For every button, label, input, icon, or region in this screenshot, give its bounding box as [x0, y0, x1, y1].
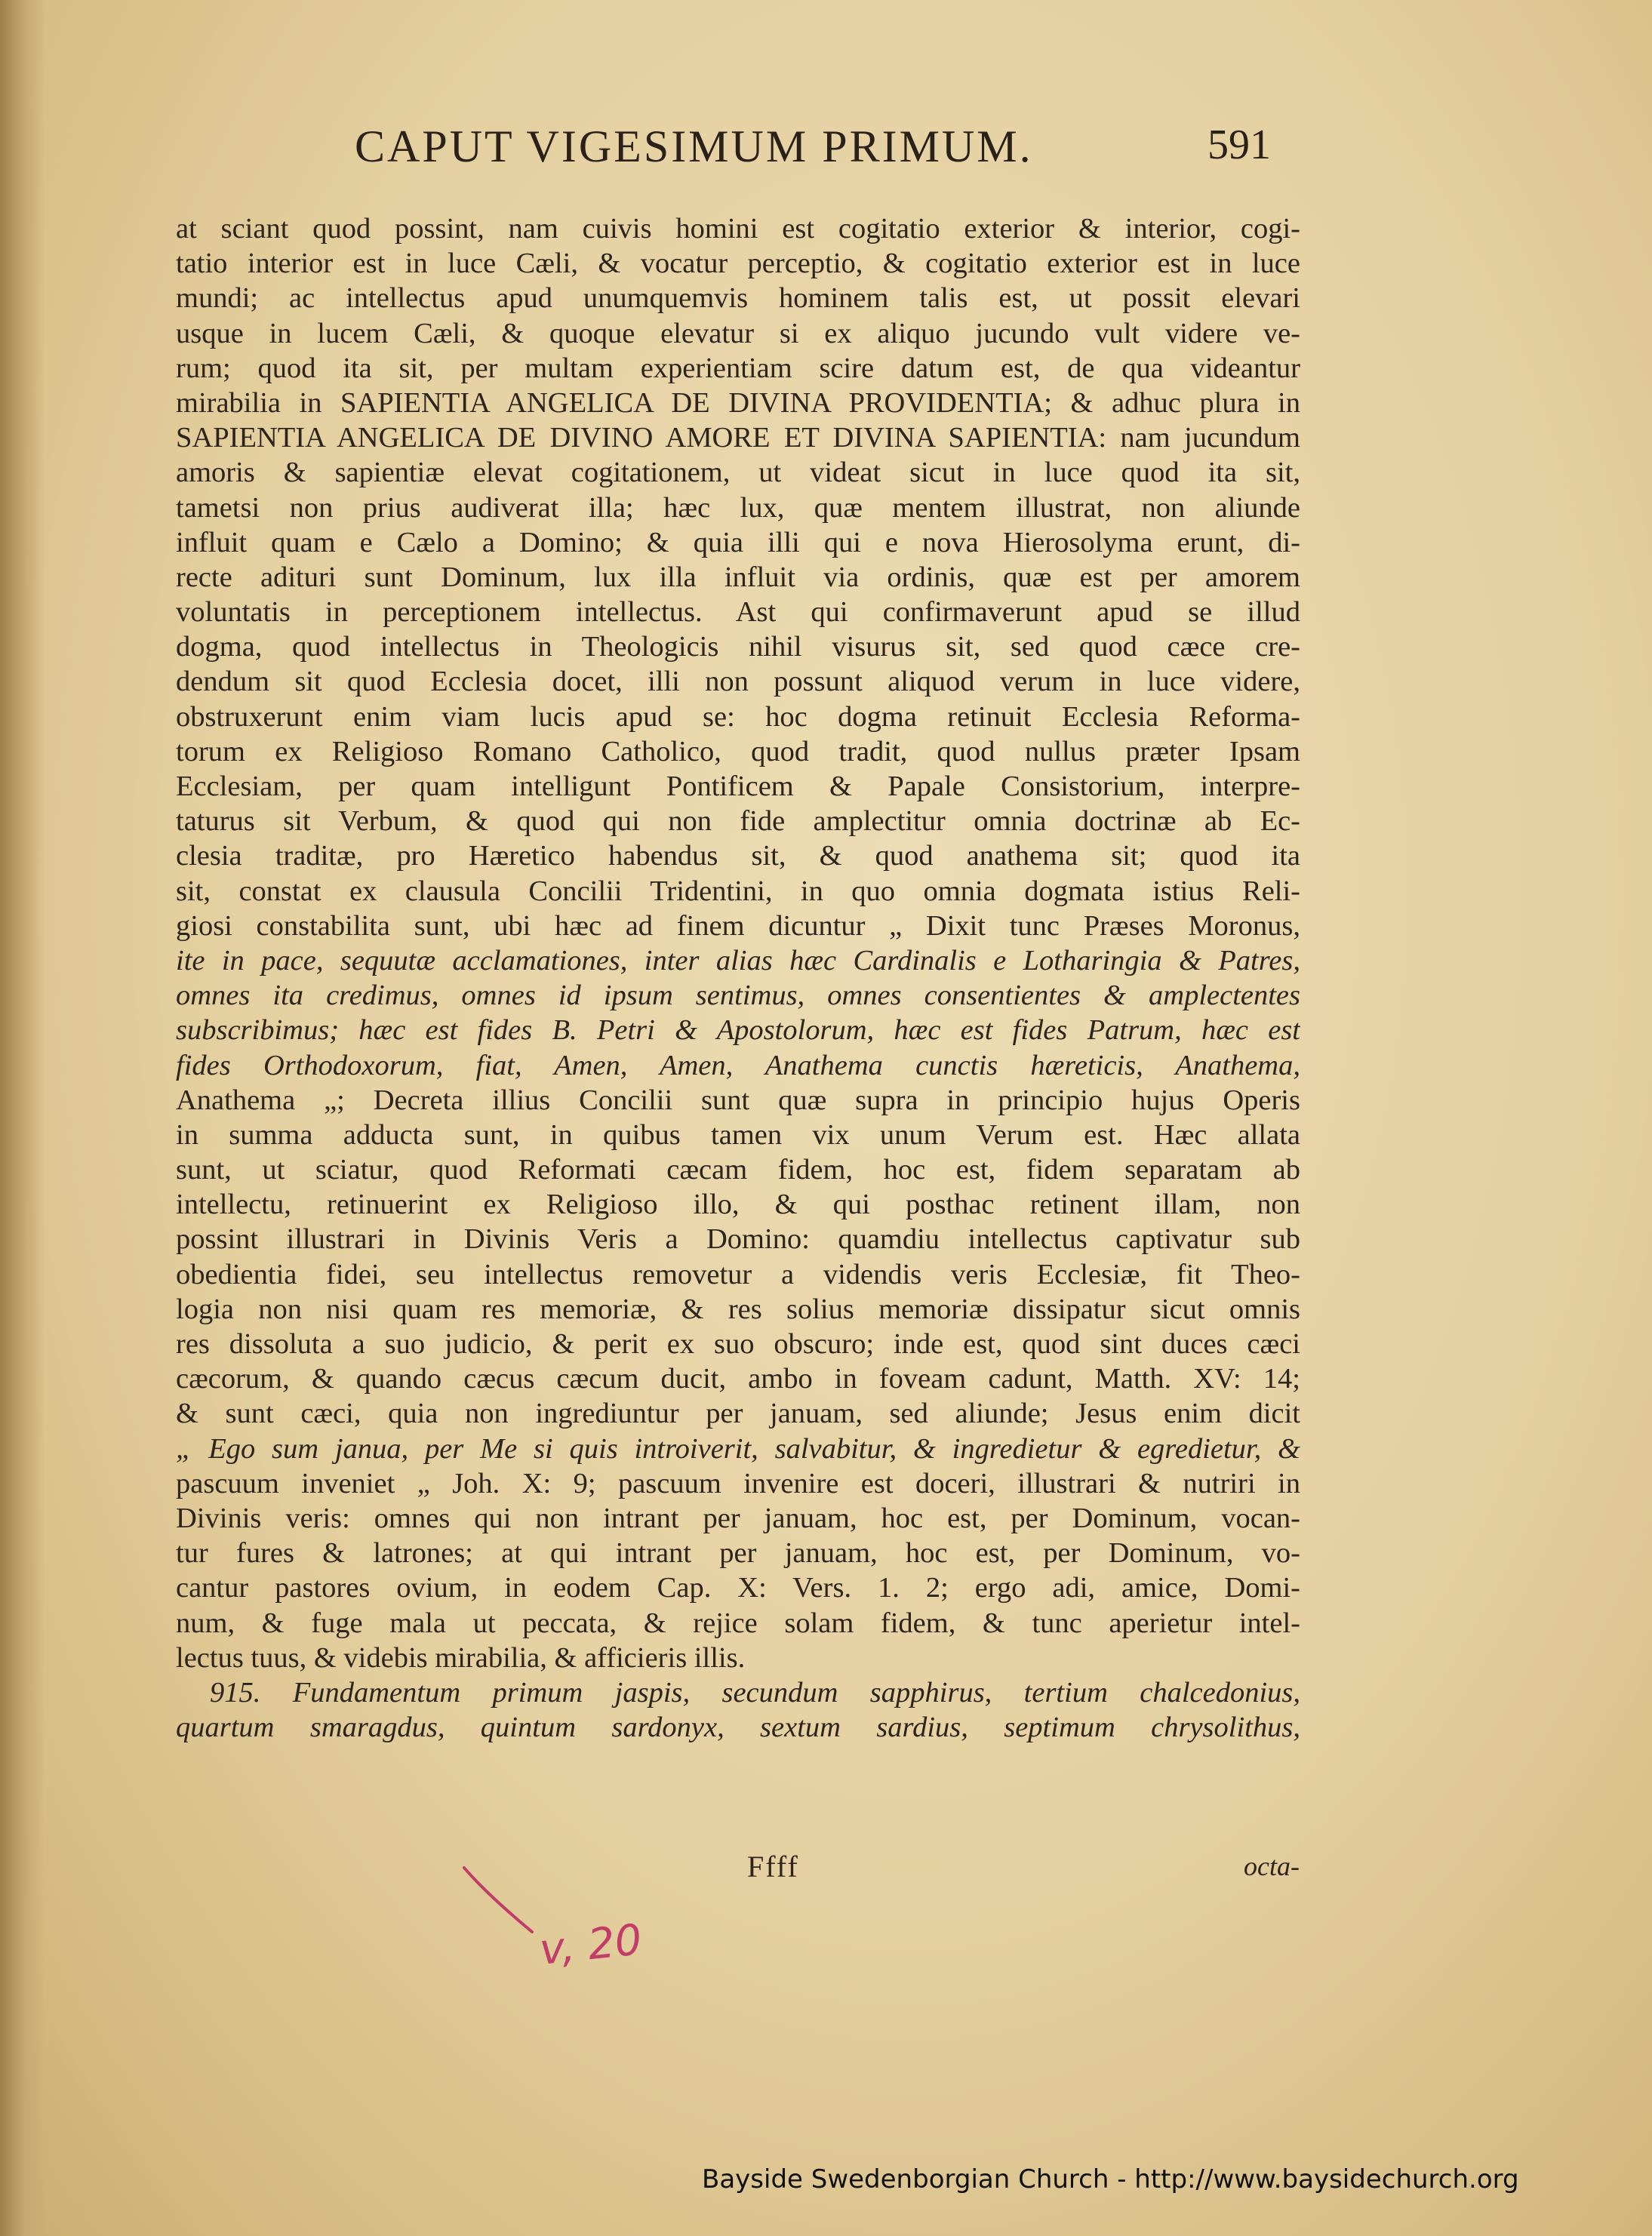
text-line: lectus tuus, & videbis mirabilia, & afficieris illis. [176, 1641, 746, 1674]
text-line-italic: omnes ita credimus, omnes id ipsum sentimus, omnes consentientes & amplectentes [176, 980, 1300, 1012]
text-line: usque in lucem Cæli, & quoque elevatur si ex aliquo jucundo vult videre ve- [176, 317, 1300, 349]
text-line: tur fures & latrones; at qui intrant per januam, hoc est, per Dominum, vo- [176, 1537, 1300, 1570]
watermark: Bayside Swedenborgian Church - http://www.baysidechurch.org [702, 2164, 1519, 2194]
text-line: in summa adducta sunt, in quibus tamen vix unum Verum est. Hæc allata [176, 1118, 1300, 1151]
pencil-stroke-icon [460, 1864, 543, 1939]
text-line: SAPIENTIA ANGELICA DE DIVINO AMORE ET DIVINA SAPIENTIA: nam jucundum [176, 422, 1300, 454]
text-line: pascuum inveniet „ Joh. X: 9; pascuum invenire est doceri, illustrari & nutriri in [176, 1467, 1300, 1499]
text-line: mirabilia in SAPIENTIA ANGELICA DE DIVINA PROVIDENTIA; & adhuc plura in [176, 386, 1300, 419]
spine-shadow [0, 0, 45, 2236]
text-line: num, & fuge mala ut peccata, & rejice solam fidem, & tunc aperietur intel- [176, 1607, 1300, 1639]
text-line: tatio interior est in luce Cæli, & vocatur perceptio, & cogitatio exterior est in luce [176, 248, 1300, 280]
text-line-italic: ite in pace, sequutæ acclamationes, inter alias hæc Cardinalis e Lotharingia & Patres, [176, 944, 1300, 977]
text-line: rum; quod ita sit, per multam experientiam scire datum est, de qua videantur [176, 352, 1300, 384]
paragraph-915-line: 915. Fundamentum primum jaspis, secundum sapphirus, tertium chalcedonius, [210, 1676, 1300, 1709]
text-line: & sunt cæci, quia non ingrediuntur per januam, sed aliunde; Jesus enim dicit [176, 1398, 1300, 1430]
signature-mark: Ffff [747, 1850, 799, 1884]
text-line-italic: subscribimus; hæc est fides B. Petri & Apostolorum, hæc est fides Patrum, hæc est [176, 1014, 1300, 1047]
text-line: at sciant quod possint, nam cuivis homini est cogitatio exterior & interior, cogi- [176, 213, 1300, 245]
text-line: sunt, ut sciatur, quod Reformati cæcam fidem, hoc est, fidem separatam ab [176, 1154, 1300, 1186]
text-line: Anathema „; Decreta illius Concilii sunt quæ supra in principio hujus Operis [176, 1084, 1300, 1116]
text-line: logia non nisi quam res memoriæ, & res solius memoriæ dissipatur sicut omnis [176, 1293, 1300, 1325]
page-number: 591 [1207, 121, 1271, 168]
text-line: mundi; ac intellectus apud unumquemvis hominem talis est, ut possit elevari [176, 282, 1300, 315]
text-line: Ecclesiam, per quam intelligunt Pontificem & Papale Consistorium, interpre- [176, 770, 1300, 802]
text-line: giosi constabilita sunt, ubi hæc ad finem dicuntur „ Dixit tunc Præses Moronus, [176, 909, 1300, 942]
catchword: octa- [1244, 1851, 1300, 1881]
text-line: sit, constat ex clausula Concilii Tridentini, in quo omnia dogmata istius Reli- [176, 875, 1300, 907]
text-line: recte adituri sunt Dominum, lux illa influit via ordinis, quæ est per amorem [176, 561, 1300, 593]
text-line-italic: fides Orthodoxorum, fiat, Amen, Amen, Anathema cunctis hæreticis, Anathema, [176, 1049, 1300, 1081]
text-line: obedientia fidei, seu intellectus removetur a videndis veris Ecclesiæ, fit Theo- [176, 1258, 1300, 1290]
text-line: intellectu, retinuerint ex Religioso illo, & qui posthac retinent illam, non [176, 1189, 1300, 1221]
pencil-note: v, 20 [537, 1915, 644, 1975]
text-line: cæcorum, & quando cæcus cæcum ducit, ambo in foveam cadunt, Matth. XV: 14; [176, 1363, 1300, 1395]
text-line: taturus sit Verbum, & quod qui non fide amplectitur omnia doctrinæ ab Ec- [176, 805, 1300, 838]
text-line: tametsi non prius audiverat illa; hæc lux, quæ mentem illustrat, non aliunde [176, 491, 1300, 524]
text-line: res dissoluta a suo judicio, & perit ex suo obscuro; inde est, quod sint duces cæci [176, 1328, 1300, 1360]
text-line-italic: quartum smaragdus, quintum sardonyx, sextum sardius, septimum chrysolithus, [176, 1712, 1300, 1744]
text-line: Divinis veris: omnes qui non intrant per januam, hoc est, per Dominum, vocan- [176, 1502, 1300, 1534]
text-line-italic: „ Ego sum janua, per Me si quis introiverit, salvabitur, & ingredietur & egredietur, & [176, 1432, 1300, 1465]
text-line: clesia traditæ, pro Hæretico habendus sit, & quod anathema sit; quod ita [176, 840, 1300, 872]
body-text [176, 211, 1300, 1745]
text-line: voluntatis in perceptionem intellectus. Ast qui confirmaverunt apud se illud [176, 596, 1300, 629]
text-line: obstruxerunt enim viam lucis apud se: hoc dogma retinuit Ecclesia Reforma- [176, 700, 1300, 733]
text-line: dendum sit quod Ecclesia docet, illi non possunt aliquod verum in luce videre, [176, 666, 1300, 698]
running-head: CAPUT VIGESIMUM PRIMUM. [355, 121, 1033, 171]
text-line: cantur pastores ovium, in eodem Cap. X: Vers. 1. 2; ergo adi, amice, Domi- [176, 1572, 1300, 1604]
text-line: dogma, quod intellectus in Theologicis nihil visurus sit, sed quod cæce cre- [176, 631, 1300, 663]
text-line: amoris & sapientiæ elevat cogitationem, ut videat sicut in luce quod ita sit, [176, 457, 1300, 489]
text-line: torum ex Religioso Romano Catholico, quod tradit, quod nullus præter Ipsam [176, 735, 1300, 767]
text-line: influit quam e Cælo a Domino; & quia illi qui e nova Hierosolyma erunt, di- [176, 526, 1300, 558]
text-line: possint illustrari in Divinis Veris a Domino: quamdiu intellectus captivatur sub [176, 1223, 1300, 1256]
